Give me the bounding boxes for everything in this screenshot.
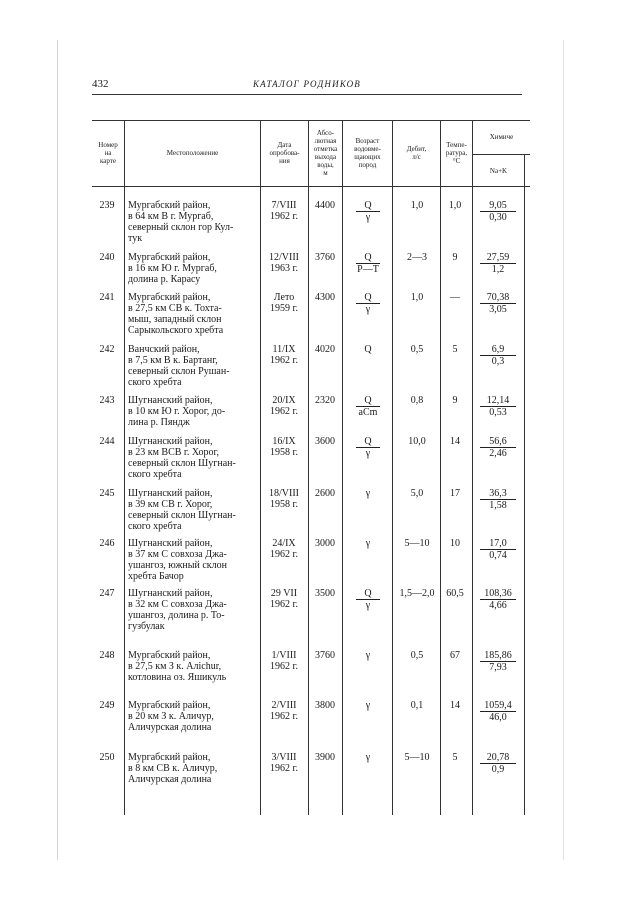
row-temperature: 1,0 bbox=[448, 200, 462, 211]
row-chemistry bbox=[474, 700, 522, 723]
row-age bbox=[344, 200, 392, 223]
chem-top: 9,05 bbox=[480, 200, 516, 212]
chem-top: 1059,4 bbox=[480, 700, 516, 712]
row-flow: 5,0 bbox=[410, 488, 424, 499]
row-chemistry bbox=[474, 436, 522, 459]
age-value: Q bbox=[364, 344, 372, 355]
row-location: Мургабский район, в 20 км З к. Аличур, Аличурская долина bbox=[128, 700, 214, 733]
page-edge-left bbox=[57, 40, 58, 860]
row-chemistry bbox=[474, 650, 522, 673]
age-top: Q bbox=[356, 395, 379, 407]
age-bottom: γ bbox=[365, 212, 371, 223]
row-location: Мургабский район, в 27,5 км СВ к. Тохта- мыш, западный склон Сарыкольского хребта bbox=[128, 292, 224, 336]
chem-top: 27,59 bbox=[480, 252, 516, 264]
row-number: 249 bbox=[99, 700, 115, 711]
age-bottom: γ bbox=[365, 304, 371, 315]
col-header-altitude: Абсо- лютная отметка выхода воды, м bbox=[313, 129, 338, 177]
row-altitude: 3500 bbox=[315, 588, 335, 599]
row-flow: 5—10 bbox=[404, 538, 430, 549]
chem-bottom: 0,30 bbox=[489, 212, 507, 223]
age-bottom: P—T bbox=[357, 264, 379, 275]
chem-bottom: 1,58 bbox=[489, 500, 507, 511]
chem-top: 36,3 bbox=[480, 488, 516, 500]
col-rule-5 bbox=[392, 120, 393, 815]
row-number: 242 bbox=[99, 344, 115, 355]
chem-bottom: 2,46 bbox=[489, 448, 507, 459]
row-temperature: 10 bbox=[450, 538, 460, 549]
col-rule-6 bbox=[440, 120, 441, 815]
running-header bbox=[92, 78, 522, 95]
row-location: Шугнанский район, в 37 км С совхоза Джа- ушангоз, южный склон хребта Бачор bbox=[128, 538, 227, 582]
row-temperature: 14 bbox=[450, 436, 460, 447]
row-date: 7/VIII 1962 г. bbox=[270, 200, 298, 222]
col-header-age: Возраст водовме- щающих пород bbox=[354, 137, 381, 169]
chem-bottom: 0,74 bbox=[489, 550, 507, 561]
row-flow: 1,5—2,0 bbox=[399, 588, 435, 599]
col-header-flow: Дебит, л/с bbox=[406, 145, 427, 161]
row-age bbox=[344, 252, 392, 275]
page-edge-right bbox=[563, 40, 564, 860]
row-date: 1/VIII 1962 г. bbox=[270, 650, 298, 672]
chem-top: 6,9 bbox=[480, 344, 516, 356]
age-top: Q bbox=[356, 200, 379, 212]
row-age bbox=[344, 752, 392, 763]
row-flow: 0,8 bbox=[410, 395, 424, 406]
row-altitude: 2320 bbox=[315, 395, 335, 406]
chem-top: 20,78 bbox=[480, 752, 516, 764]
row-flow: 1,0 bbox=[410, 292, 424, 303]
chem-bottom: 1,2 bbox=[491, 264, 505, 275]
row-number: 243 bbox=[99, 395, 115, 406]
chem-bottom: 7,93 bbox=[489, 662, 507, 673]
col-rule-4 bbox=[342, 120, 343, 815]
row-flow: 0,5 bbox=[410, 650, 424, 661]
col-header-temperature: Темпе- ратура, °С bbox=[445, 141, 468, 165]
chem-bottom: 0,3 bbox=[491, 356, 505, 367]
row-altitude: 4020 bbox=[315, 344, 335, 355]
col-header-na-k: Na+K bbox=[489, 166, 508, 175]
row-flow: 1,0 bbox=[410, 200, 424, 211]
row-chemistry bbox=[474, 752, 522, 775]
row-number: 248 bbox=[99, 650, 115, 661]
chem-bottom: 46,0 bbox=[489, 712, 507, 723]
age-top: Q bbox=[356, 588, 379, 600]
row-chemistry bbox=[474, 488, 522, 511]
row-chemistry bbox=[474, 538, 522, 561]
row-location: Мургабский район, в 16 км Ю г. Мургаб, долина р. Карасу bbox=[128, 252, 217, 285]
col-rule-1 bbox=[124, 120, 125, 815]
row-flow: 0,5 bbox=[410, 344, 424, 355]
chem-bottom: 4,66 bbox=[489, 600, 507, 611]
row-chemistry bbox=[474, 588, 522, 611]
chem-bottom: 0,53 bbox=[489, 407, 507, 418]
row-temperature: 14 bbox=[450, 700, 460, 711]
running-title: КАТАЛОГ РОДНИКОВ bbox=[253, 79, 361, 89]
chem-top: 56,6 bbox=[480, 436, 516, 448]
row-flow: 5—10 bbox=[404, 752, 430, 763]
row-age bbox=[344, 588, 392, 611]
row-altitude: 4400 bbox=[315, 200, 335, 211]
row-number: 245 bbox=[99, 488, 115, 499]
row-location: Шугнанский район, в 10 км Ю г. Хорог, до- лина р. Пяндж bbox=[128, 395, 226, 428]
age-bottom: γ bbox=[365, 600, 371, 611]
row-location: Ванчский район, в 7,5 км В к. Бартанг, северный склон Рушан- ского хребта bbox=[128, 344, 230, 388]
col-header-number: Номер на карте bbox=[98, 141, 118, 165]
age-value: γ bbox=[365, 650, 371, 661]
row-date: 24/IX 1962 г. bbox=[270, 538, 298, 560]
row-date: 12/VIII 1963 г. bbox=[269, 252, 299, 274]
chem-top: 108,36 bbox=[480, 588, 516, 600]
row-temperature: 60,5 bbox=[446, 588, 464, 599]
header-bottom-rule bbox=[92, 186, 530, 187]
row-age bbox=[344, 344, 392, 355]
row-date: 2/VIII 1962 г. bbox=[270, 700, 298, 722]
row-temperature: 5 bbox=[452, 752, 458, 763]
row-altitude: 3800 bbox=[315, 700, 335, 711]
row-temperature: 67 bbox=[450, 650, 460, 661]
chem-bottom: 0,9 bbox=[491, 764, 505, 775]
chem-top: 70,38 bbox=[480, 292, 516, 304]
col-rule-3 bbox=[308, 120, 309, 815]
chem-top: 17,0 bbox=[480, 538, 516, 550]
col-rule-8 bbox=[524, 154, 525, 815]
age-bottom: aCm bbox=[358, 407, 378, 418]
row-temperature: 17 bbox=[450, 488, 460, 499]
row-date: 16/IX 1958 г. bbox=[270, 436, 298, 458]
row-number: 244 bbox=[99, 436, 115, 447]
col-rule-2 bbox=[260, 120, 261, 815]
row-location: Мургабский район, в 64 км В г. Мургаб, северный склон гор Кул- тук bbox=[128, 200, 234, 244]
age-bottom: γ bbox=[365, 448, 371, 459]
row-flow: 10,0 bbox=[408, 436, 426, 447]
row-date: 3/VIII 1962 г. bbox=[270, 752, 298, 774]
row-age bbox=[344, 292, 392, 315]
chem-top: 185,86 bbox=[480, 650, 516, 662]
row-number: 239 bbox=[99, 200, 115, 211]
chem-bottom: 3,05 bbox=[489, 304, 507, 315]
col-header-date: Дата опробова- ния bbox=[269, 141, 300, 165]
age-top: Q bbox=[356, 292, 379, 304]
age-value: γ bbox=[365, 700, 371, 711]
row-age bbox=[344, 436, 392, 459]
row-temperature: 5 bbox=[452, 344, 458, 355]
row-age bbox=[344, 395, 392, 418]
row-altitude: 4300 bbox=[315, 292, 335, 303]
row-age bbox=[344, 650, 392, 661]
row-number: 250 bbox=[99, 752, 115, 763]
row-date: 29 VII 1962 г. bbox=[270, 588, 298, 610]
row-location: Мургабский район, в 8 км СВ к. Аличур, Аличурская долина bbox=[128, 752, 218, 785]
row-altitude: 3000 bbox=[315, 538, 335, 549]
age-value: γ bbox=[365, 488, 371, 499]
age-value: γ bbox=[365, 752, 371, 763]
springs-table bbox=[92, 120, 530, 815]
age-top: Q bbox=[356, 252, 379, 264]
row-temperature: — bbox=[450, 292, 460, 303]
col-header-location: Местоположение bbox=[166, 149, 219, 157]
row-flow: 0,1 bbox=[410, 700, 424, 711]
page-number: 432 bbox=[92, 78, 109, 90]
row-chemistry bbox=[474, 344, 522, 367]
row-chemistry bbox=[474, 292, 522, 315]
row-altitude: 2600 bbox=[315, 488, 335, 499]
row-altitude: 3900 bbox=[315, 752, 335, 763]
row-location: Шугнанский район, в 32 км С совхоза Джа- ушангоз, долина р. То- гузбулак bbox=[128, 588, 227, 632]
row-number: 247 bbox=[99, 588, 115, 599]
row-altitude: 3760 bbox=[315, 252, 335, 263]
row-altitude: 3760 bbox=[315, 650, 335, 661]
row-location: Шугнанский район, в 23 км ВСВ г. Хорог, северный склон Шугнан- ского хребта bbox=[128, 436, 236, 480]
row-altitude: 3600 bbox=[315, 436, 335, 447]
row-chemistry bbox=[474, 252, 522, 275]
row-number: 240 bbox=[99, 252, 115, 263]
row-location: Шугнанский район, в 39 км СВ г. Хорог, северный склон Шугнан- ского хребта bbox=[128, 488, 236, 532]
row-date: 11/IX 1962 г. bbox=[270, 344, 298, 366]
row-number: 246 bbox=[99, 538, 115, 549]
row-chemistry bbox=[474, 200, 522, 223]
row-age bbox=[344, 700, 392, 711]
age-value: γ bbox=[365, 538, 371, 549]
row-location: Мургабский район, в 27,5 км З к. Алichur, котловина оз. Яшикуль bbox=[128, 650, 227, 683]
row-flow: 2—3 bbox=[407, 252, 427, 263]
row-temperature: 9 bbox=[452, 252, 458, 263]
row-age bbox=[344, 488, 392, 499]
row-number: 241 bbox=[99, 292, 115, 303]
col-rule-7 bbox=[472, 120, 473, 815]
row-date: 20/IX 1962 г. bbox=[270, 395, 298, 417]
row-chemistry bbox=[474, 395, 522, 418]
col-header-chemistry: Химиче bbox=[489, 133, 514, 141]
row-date: Лето 1959 г. bbox=[270, 292, 298, 314]
row-age bbox=[344, 538, 392, 549]
row-temperature: 9 bbox=[452, 395, 458, 406]
age-top: Q bbox=[356, 436, 379, 448]
chem-top: 12,14 bbox=[480, 395, 516, 407]
row-date: 18/VIII 1958 г. bbox=[269, 488, 299, 510]
